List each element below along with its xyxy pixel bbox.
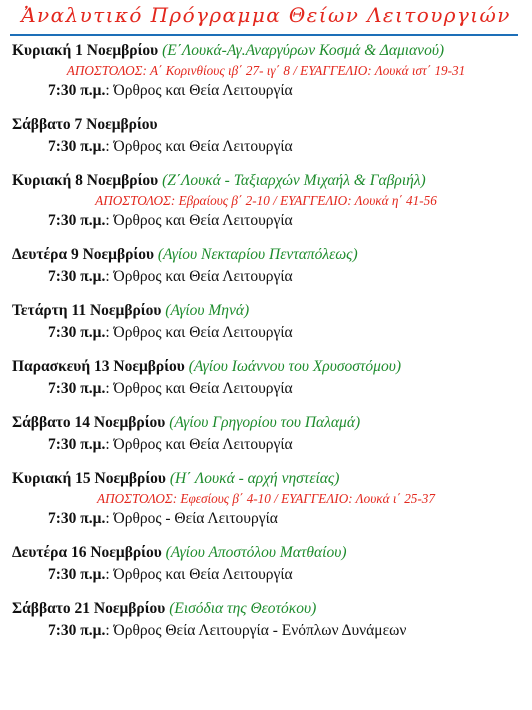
schedule-entry <box>0 170 532 232</box>
entry-feast: (Αγίου Αποστόλου Ματθαίου) <box>165 544 347 561</box>
entry-feast: (Αγίου Ιωάννου του Χρυσοστόμου) <box>188 358 401 375</box>
title-divider <box>10 34 518 36</box>
entry-service-line <box>48 136 532 158</box>
schedule-entry <box>0 598 532 642</box>
entry-service-line <box>48 266 532 288</box>
entry-heading <box>12 598 532 620</box>
entry-service: : Όρθρος και Θεία Λειτουργία <box>105 268 293 285</box>
entry-service: : Όρθρος και Θεία Λειτουργία <box>105 212 293 229</box>
entry-time: 7:30 π.μ. <box>48 82 106 99</box>
schedule-entry <box>0 244 532 288</box>
entry-time: 7:30 π.μ. <box>48 622 106 639</box>
entry-heading <box>12 170 532 192</box>
entry-service: : Όρθρος και Θεία Λειτουργία <box>105 82 293 99</box>
entry-date: Δευτέρα 9 Νοεμβρίου <box>12 246 155 263</box>
entry-heading <box>12 542 532 564</box>
entry-date: Σάββατο 21 Νοεμβρίου <box>12 600 166 617</box>
entry-date: Κυριακή 15 Νοεμβρίου <box>12 470 166 487</box>
entry-time: 7:30 π.μ. <box>48 268 106 285</box>
entry-date: Τετάρτη 11 Νοεμβρίου <box>12 302 162 319</box>
entry-feast: (Η΄ Λουκά - αρχή νηστείας) <box>169 470 340 487</box>
entry-time: 7:30 π.μ. <box>48 324 106 341</box>
entry-date: Δευτέρα 16 Νοεμβρίου <box>12 544 162 561</box>
entry-feast: (Εισόδια της Θεοτόκου) <box>169 600 317 617</box>
entry-time: 7:30 π.μ. <box>48 510 106 527</box>
schedule-list <box>0 40 532 642</box>
entry-service-line <box>48 322 532 344</box>
entry-heading <box>12 244 532 266</box>
entry-time: 7:30 π.μ. <box>48 566 106 583</box>
entry-service: : Όρθρος και Θεία Λειτουργία <box>105 380 293 397</box>
entry-heading <box>12 356 532 378</box>
entry-date: Παρασκευή 13 Νοεμβρίου <box>12 358 185 375</box>
entry-service-line <box>48 378 532 400</box>
schedule-entry <box>0 114 532 158</box>
entry-date: Σάββατο 14 Νοεμβρίου <box>12 414 166 431</box>
entry-service: : Όρθρος Θεία Λειτουργία - Ενόπλων Δυνάμεων <box>105 622 407 639</box>
entry-feast: (Αγίου Νεκταρίου Πενταπόλεως) <box>157 246 358 263</box>
page-title: Ἀναλυτικό Πρόγραμμα Θείων Λειτουργιών <box>21 3 511 27</box>
entry-service-line <box>48 210 532 232</box>
entry-heading <box>12 114 532 136</box>
entry-feast: (Αγίου Μηνά) <box>165 302 250 319</box>
entry-feast: (Ζ΄Λουκά - Ταξιαρχών Μιχαήλ & Γαβριήλ) <box>162 172 426 189</box>
entry-time: 7:30 π.μ. <box>48 380 106 397</box>
entry-service: : Όρθρος και Θεία Λειτουργία <box>105 436 293 453</box>
entry-heading <box>12 40 532 62</box>
entry-service-line <box>48 564 532 586</box>
schedule-entry <box>0 300 532 344</box>
entry-date: Σάββατο 7 Νοεμβρίου <box>12 116 158 133</box>
entry-service-line <box>48 508 532 530</box>
entry-service: : Όρθρος και Θεία Λειτουργία <box>105 324 293 341</box>
schedule-entry <box>0 40 532 102</box>
entry-feast: (Ε΄Λουκά-Αγ.Αναργύρων Κοσμά & Δαμιανού) <box>162 42 445 59</box>
entry-time: 7:30 π.μ. <box>48 138 106 155</box>
schedule-entry <box>0 542 532 586</box>
entry-time: 7:30 π.μ. <box>48 436 106 453</box>
entry-service: : Όρθρος και Θεία Λειτουργία <box>105 138 293 155</box>
schedule-entry <box>0 356 532 400</box>
entry-service: : Όρθρος - Θεία Λειτουργία <box>105 510 278 527</box>
entry-heading <box>12 468 532 490</box>
entry-heading <box>12 300 532 322</box>
entry-service-line <box>48 620 532 642</box>
entry-date: Κυριακή 1 Νοεμβρίου <box>12 42 159 59</box>
entry-service-line <box>48 434 532 456</box>
entry-service: : Όρθρος και Θεία Λειτουργία <box>105 566 293 583</box>
entry-time: 7:30 π.μ. <box>48 212 106 229</box>
entry-readings: ΑΠΟΣΤΟΛΟΣ: Εφεσίους β΄ 4-10 / ΕΥΑΓΓΕΛΙΟ: Λουκά ι΄ 25-37 <box>97 491 435 506</box>
schedule-entry <box>0 468 532 530</box>
entry-date: Κυριακή 8 Νοεμβρίου <box>12 172 159 189</box>
entry-heading <box>12 412 532 434</box>
entry-service-line <box>48 80 532 102</box>
entry-readings: ΑΠΟΣΤΟΛΟΣ: Α΄ Κορινθίους ιβ΄ 27- ιγ΄ 8 / ΕΥΑΓΓΕΛΙΟ: Λουκά ιστ΄ 19-31 <box>66 63 466 78</box>
entry-readings: ΑΠΟΣΤΟΛΟΣ: Εβραίους β΄ 2-10 / ΕΥΑΓΓΕΛΙΟ: Λουκά η΄ 41-56 <box>95 193 437 208</box>
entry-feast: (Αγίου Γρηγορίου του Παλαμά) <box>169 414 361 431</box>
schedule-entry <box>0 412 532 456</box>
